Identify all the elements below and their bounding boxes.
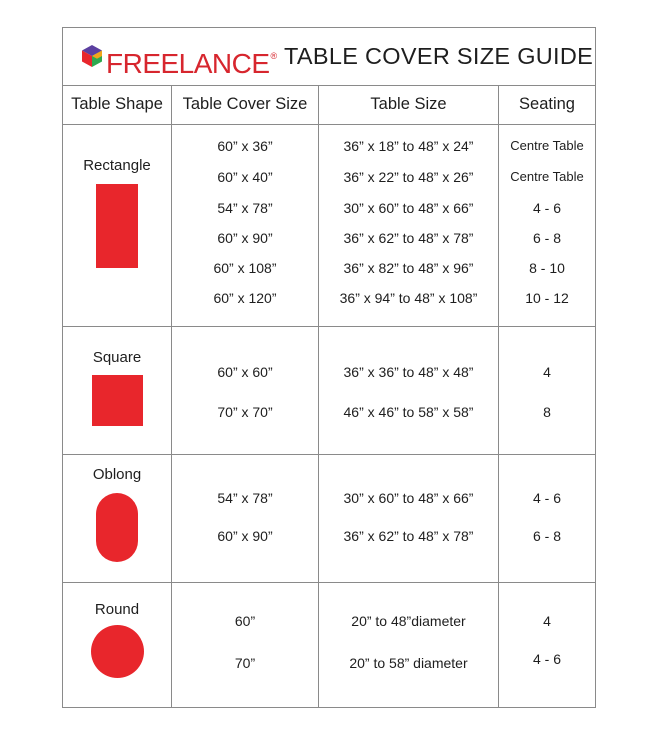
brand-logo-icon [81,45,103,67]
shape-label-oblong: Oblong [92,466,142,483]
cover-size-cell: 60” x 40” [217,169,273,185]
section-separator [63,454,595,455]
table-size-cell: 36” x 36” to 48” x 48” [343,364,474,380]
seating-cell: 8 - 10 [529,260,565,276]
cover-size-cell: 60” x 36” [217,138,273,154]
table-size-cell: 36” x 94” to 48” x 108” [339,290,478,306]
table-size-cell: 36” x 18” to 48” x 24” [343,138,474,154]
table-size-cell: 36” x 22” to 48” x 26” [343,169,474,185]
header-seating: Seating [519,95,575,113]
shape-label-rectangle: Rectangle [83,157,151,174]
cover-size-cell: 60” x 108” [213,260,277,276]
size-guide-sheet [62,27,596,708]
cover-size-cell: 60” x 90” [217,230,273,246]
table-size-cell: 20” to 48”diameter [351,613,466,629]
seating-cell: Centre Table [510,169,584,184]
cover-size-cell: 60” x 120” [213,290,277,306]
header-table-shape: Table Shape [71,95,163,113]
cover-size-cell: 60” x 60” [217,364,273,380]
table-size-cell: 30” x 60” to 48” x 66” [343,200,474,216]
brand-name: FREELANCE® [106,48,277,79]
rectangle-shape-icon [96,184,138,268]
section-separator [63,582,595,583]
cover-size-cell: 70” x 70” [217,404,273,420]
seating-cell: 4 - 6 [532,651,561,667]
seating-cell: 6 - 8 [532,230,561,246]
cover-size-cell: 54” x 78” [217,490,273,506]
cover-size-cell: 70” [234,655,256,671]
seating-cell: 4 [543,364,551,380]
seating-cell: Centre Table [510,138,584,153]
oblong-shape-icon [96,493,138,562]
seating-cell: 4 [543,613,551,629]
table-size-cell: 20” to 58” diameter [349,655,468,671]
header-table-cover-size: Table Cover Size [182,95,308,113]
seating-cell: 10 - 12 [525,290,569,306]
seating-cell: 4 - 6 [532,200,561,216]
table-size-cell: 36” x 62” to 48” x 78” [343,230,474,246]
seating-cell: 6 - 8 [532,528,561,544]
header-separator [63,124,595,125]
section-separator [63,326,595,327]
cover-size-cell: 60” [234,613,256,629]
title-row [63,28,595,86]
cover-size-cell: 54” x 78” [217,200,273,216]
header-table-size: Table Size [370,95,447,113]
table-size-cell: 30” x 60” to 48” x 66” [343,490,474,506]
table-size-cell: 36” x 82” to 48” x 96” [343,260,474,276]
table-size-cell: 46” x 46” to 58” x 58” [343,404,474,420]
shape-label-round: Round [94,601,140,618]
cover-size-cell: 60” x 90” [217,528,273,544]
page-title: TABLE COVER SIZE GUIDE [284,43,594,69]
registered-mark: ® [270,51,277,61]
shape-label-square: Square [92,349,142,366]
seating-cell: 4 - 6 [532,490,561,506]
seating-cell: 8 [543,404,551,420]
table-size-cell: 36” x 62” to 48” x 78” [343,528,474,544]
circle-shape-icon [91,625,144,678]
square-shape-icon [92,375,143,426]
